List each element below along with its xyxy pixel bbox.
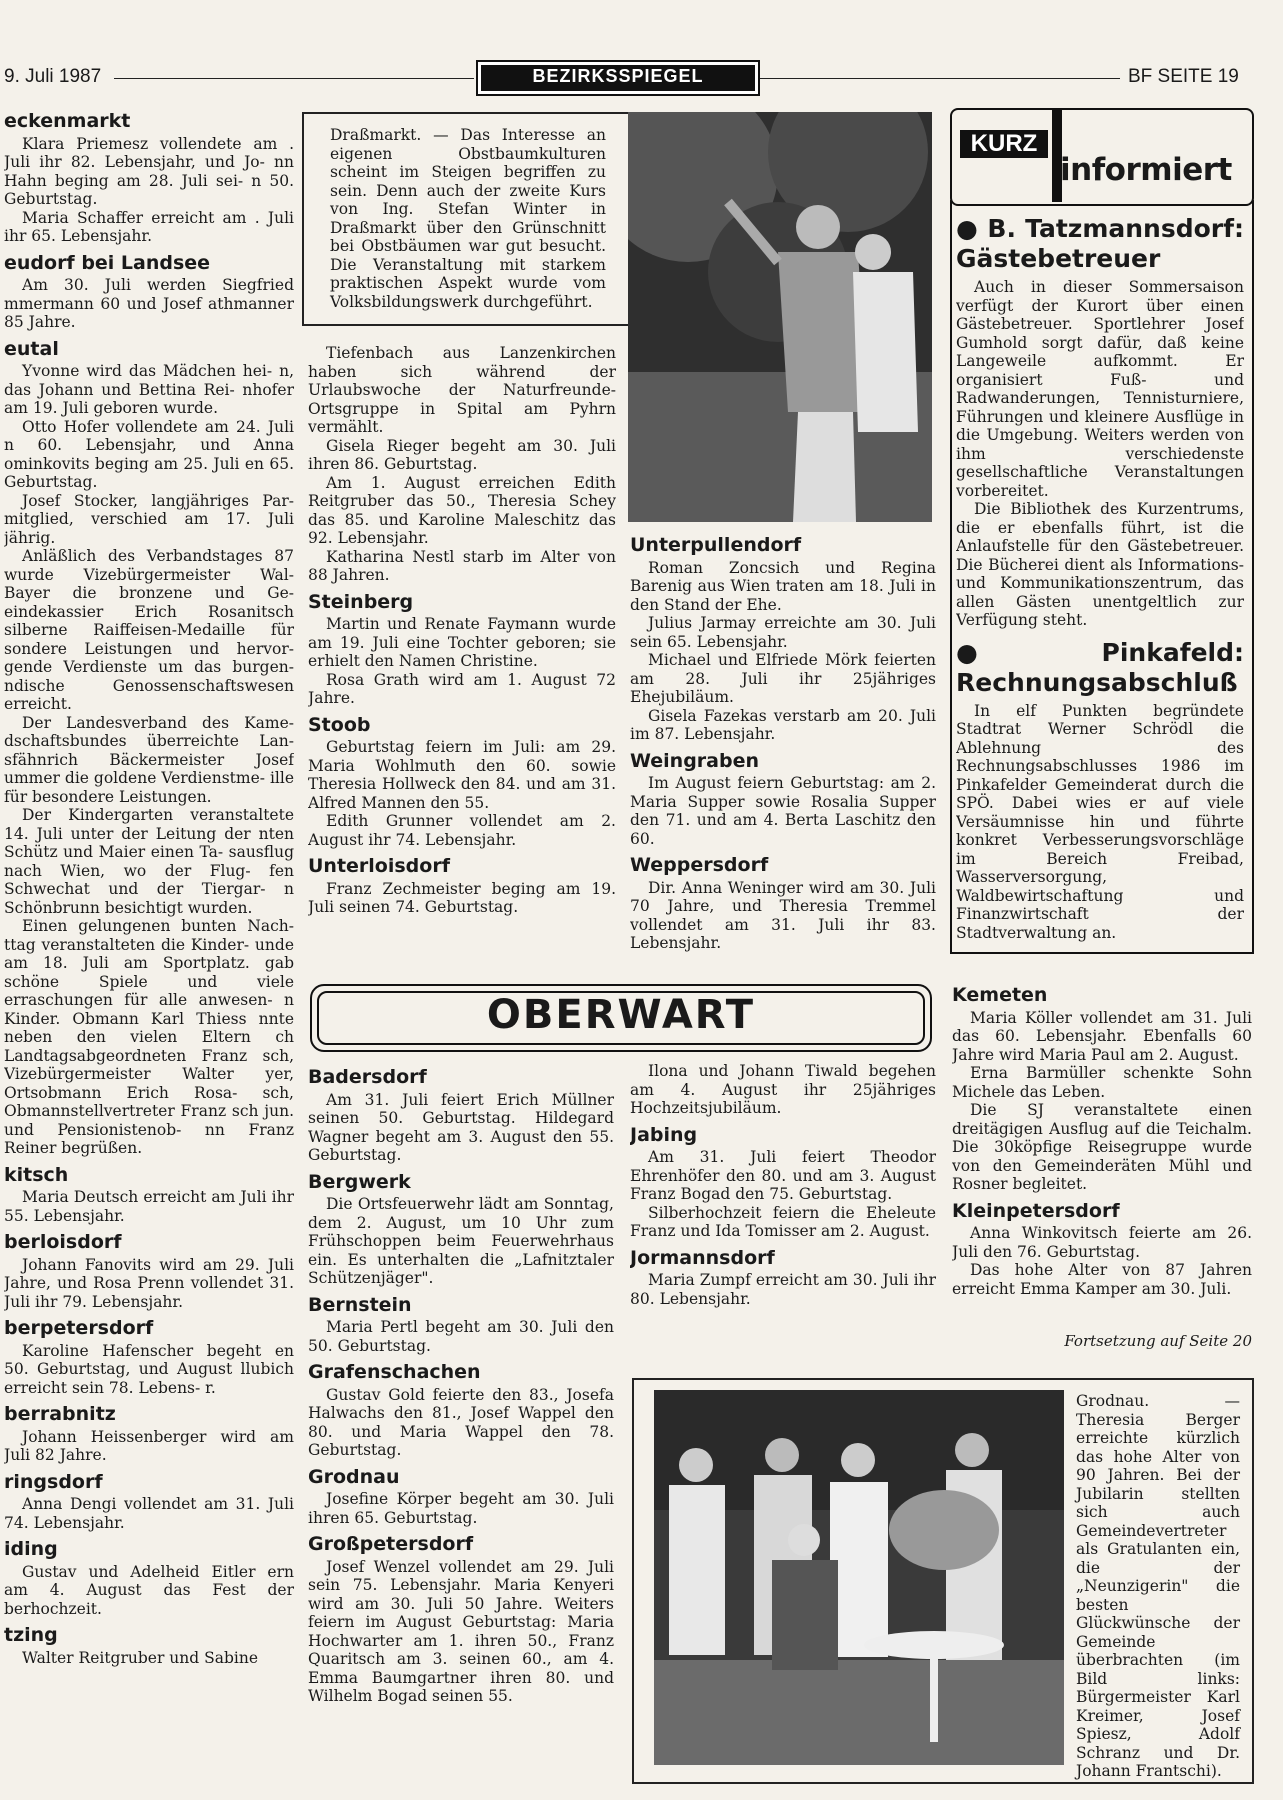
grodnau-caption: Grodnau. — Theresia Berger erreichte kürzlich das hohe Alter von 90 Jahren. Bei der Jubilarin stellten sich auch Gemeindevertreter als Gratulanten ein, die der „Neunzigerin" die besten Glückwünsche der Gemeinde überbrachten (im Bild links: Bürgermeister Karl Kreimer, Josef Spiesz, Adolf Schranz und Dr. Johann Frantschi).	[1076, 1392, 1240, 1780]
kurz-informiert-header	[950, 108, 1254, 206]
section-heading: eckenmarkt	[4, 110, 131, 132]
paragraph: Karoline Hafenscher begeht en 50. Geburtstag, und August llubich erreicht sein 78. Lebens- r.	[4, 1341, 294, 1397]
grodnau-photo	[654, 1390, 1064, 1765]
paragraph: Maria Deutsch erreicht am Juli ihr 55. Lebensjahr.	[4, 1188, 294, 1225]
header-date: 9. Juli 1987	[4, 66, 102, 87]
section-heading: Jabing	[630, 1123, 698, 1146]
paragraph: Martin und Renate Faymann wurde am 19. Juli eine Tochter geboren; sie erhielt den Namen Christine.	[308, 615, 616, 670]
section-heading: Kemeten	[952, 984, 1048, 1006]
oberwart-column-2	[630, 1062, 936, 1362]
paragraph: Anläßlich des Verbandstages 87 wurde Vizebürgermeister Wal- Bayer die bronzene und Ge- eindekassier Erich Rosanitsch silberne Raiffeisen-Medaille für sondere Leistungen und hervor- gende Verdienste um das burgen- ndische Genossenschaftswesen erreicht.	[4, 547, 294, 713]
paragraph: Tiefenbach aus Lanzenkirchen haben sich während der Urlaubswoche der Naturfreunde-Ortsgruppe in Spital am Pyhrn vermählt.	[308, 344, 616, 436]
section-heading: Grodnau	[308, 1465, 400, 1488]
paragraph: Josef Wenzel vollendet am 29. Juli sein 75. Lebensjahr. Maria Kenyeri wird am 30. Juli 50 Jahre. Weiters feiern im August Geburtstag: Maria Hochwarter am 1. ihren 50., Franz Quaritsch am 3. seinen 60., am 4. Emma Baumgartner ihren 80. und Wilhelm Bogad seinen 55.	[308, 1557, 614, 1705]
header-rule-right	[760, 78, 1120, 79]
header-rule-left	[114, 78, 474, 79]
section-heading: ringsdorf	[4, 1470, 103, 1493]
paragraph: Am 1. August erreichen Edith Reitgruber das 50., Theresia Schey das 85. und Karoline Maleschitz das 92. Lebensjahr.	[308, 473, 616, 547]
paragraph: Johann Heissenberger wird am Juli 82 Jahre.	[4, 1427, 294, 1464]
section-heading: berrabnitz	[4, 1403, 116, 1425]
paragraph: Yvonne wird das Mädchen hei- n, das Johann und Bettina Rei- nhofer am 19. Juli geboren wurde.	[4, 362, 294, 417]
paragraph: Johann Fanovits wird am 29. Juli Jahre, und Rosa Prenn vollendet 31. Juli ihr 79. Lebensjahr.	[4, 1255, 294, 1311]
paragraph: Maria Schaffer erreicht am . Juli ihr 65. Lebensjahr.	[4, 208, 294, 245]
paragraph: Walter Reitgruber und Sabine	[22, 1648, 259, 1667]
section-heading: Grafenschachen	[308, 1361, 481, 1383]
kurz-badge: KURZ	[960, 130, 1048, 158]
paragraph: Auch in dieser Sommersaison verfügt der Kurort über einen Gästebetreuer. Sportlehrer Josef Gumhold sorgt dafür, daß keine Langeweile aufkommt. Er organisiert Fuß- und Radwanderungen, Tennisturniere, Führungen und kleinere Ausflüge in die Umgebung. Weiters werden von ihm verschiedenste gesellschaftliche Veranstaltungen vorbereitet.	[956, 278, 1244, 500]
paragraph: Die Ortsfeuerwehr lädt am Sonntag, dem 2. August, um 10 Uhr zum Frühschoppen beim Feuerwehrhaus ein. Es unterhalten die „Lafnitztaler Schützenjäger".	[308, 1195, 614, 1287]
left-column	[4, 104, 294, 1794]
paragraph: Anna Winkovitsch feierte am 26. Juli den 76. Geburtstag.	[952, 1224, 1252, 1261]
section-heading: Unterloisdorf	[308, 855, 450, 877]
paragraph: Katharina Nestl starb im Alter von 88 Jahren.	[308, 547, 616, 584]
paragraph: Ilona und Johann Tiwald begehen am 4. August ihr 25jähriges Hochzeitsjubiläum.	[630, 1062, 936, 1117]
paragraph: Im August feiern Geburtstag: am 2. Maria Supper sowie Rosalia Supper den 71. und am 4. Berta Laschitz den 60.	[630, 774, 936, 848]
paragraph: Gisela Fazekas verstarb am 20. Juli im 87. Lebensjahr.	[630, 706, 936, 743]
section-heading: Kleinpetersdorf	[952, 1199, 1120, 1222]
paragraph: Am 30. Juli werden Siegfried mmermann 60 und Josef athmanner 85 Jahre.	[4, 276, 294, 331]
section-heading: ● Pinkafeld: Rechnungsabschluß	[956, 637, 1244, 697]
paragraph: Das hohe Alter von 87 Jahren erreicht Emma Kamper am 30. Juli.	[952, 1261, 1252, 1298]
section-heading: Jormannsdorf	[630, 1246, 775, 1269]
paragraph: Gustav und Adelheid Eitler ern am 4. August das Fest der berhochzeit.	[4, 1562, 294, 1618]
paragraph: Silberhochzeit feiern die Eheleute Franz und Ida Tomisser am 2. August.	[630, 1203, 936, 1240]
section-heading: Weingraben	[630, 749, 760, 772]
paragraph: Edith Grunner vollendet am 2. August ihr 74. Lebensjahr.	[308, 812, 616, 849]
section-heading: Bernstein	[308, 1293, 412, 1316]
section-heading: Steinberg	[308, 590, 414, 613]
paragraph: Erna Barmüller schenkte Sohn Michele das Leben.	[952, 1064, 1252, 1101]
section-heading: eutal	[4, 337, 59, 360]
header-page: BF SEITE 19	[1128, 66, 1239, 87]
right-middle-column	[630, 528, 936, 968]
section-heading: ● B. Tatzmannsdorf: Gästebetreuer	[956, 214, 1244, 273]
section-heading: iding	[4, 1538, 58, 1560]
paragraph: Maria Köller vollendet am 31. Juli das 60. Lebensjahr. Ebenfalls 60 Jahre wird Maria Paul am 2. August.	[952, 1008, 1252, 1064]
paragraph: Die Bibliothek des Kurzentrums, die er ebenfalls führt, ist die Anlaufstelle für den Gästebetreuer. Die Bücherei dient als Informations- und Kommunikationszentrum, das allen Gästen unentgeltlich zur Verfügung steht.	[956, 500, 1244, 629]
kurz-box-border	[950, 200, 1254, 954]
paragraph: Otto Hofer vollendete am 24. Juli n 60. Lebensjahr, und Anna ominkovits beging am 25. Juli en 65. Geburtstag.	[4, 417, 294, 491]
paragraph: Der Landesverband des Kame- dschaftsbundes überreichte Lan- sfähnrich Bäckermeister Josef ummer die goldene Verdienstme- ille für besondere Leistungen.	[4, 713, 294, 806]
paragraph: Der Kindergarten veranstaltete 14. Juli unter der Leitung der nten Schütz und Maier einen Ta- sausflug nach Wien, wo der Flug- fen Schwechat und der Tiergar- n Schönbrunn besichtigt wurden.	[4, 806, 294, 917]
paragraph: Die SJ veranstaltete einen dreitägigen Ausflug auf die Teichalm. Die 30köpfige Reisegruppe wurde von den Gemeinderäten Mühl und Rosner begleitet.	[952, 1101, 1252, 1193]
section-heading: Bergwerk	[308, 1170, 411, 1193]
paragraph: Gisela Rieger begeht am 30. Juli ihren 86. Geburtstag.	[308, 436, 616, 473]
paragraph: Josefine Körper begeht am 30. Juli ihren 65. Geburtstag.	[308, 1490, 614, 1527]
paragraph: Am 31. Juli feiert Erich Müllner seinen 50. Geburtstag. Hildegard Wagner begeht am 3. August den 55. Geburtstag.	[308, 1090, 614, 1164]
paragraph: Roman Zoncsich und Regina Barenig aus Wien traten am 18. Juli in den Stand der Ehe.	[630, 558, 936, 614]
paragraph: Michael und Elfriede Mörk feierten am 28. Juli ihr 25jähriges Ehejubiläum.	[630, 651, 936, 706]
section-heading: berpetersdorf	[4, 1317, 154, 1339]
paragraph: In elf Punkten begründete Stadtrat Werner Schrödl die Ablehnung des Rechnungsabschlusses 1986 im Pinkafelder Gemeinderat durch die SPÖ. Dabei wies er auf viele Versäumnisse hin und führte konkret Verbesserungsvorschläge im Bereich Freibad, Wasserversorgung, Waldbewirtschaftung und Finanzwirtschaft der Stadtverwaltung an.	[956, 701, 1244, 942]
oberwart-column-1	[308, 1060, 614, 1794]
section-heading: eudorf bei Landsee	[4, 251, 211, 274]
continued-note: Fortsetzung auf Seite 20	[1064, 1332, 1252, 1350]
paragraph: Josef Stocker, langjähriges Par- mitglied, verschied am 17. Juli jährig.	[4, 491, 294, 547]
orchard-photo	[628, 112, 932, 522]
paragraph: Rosa Grath wird am 1. August 72 Jahre.	[308, 670, 616, 707]
section-heading: Großpetersdorf	[308, 1533, 474, 1555]
section-heading: tzing	[4, 1624, 58, 1646]
paragraph: Am 31. Juli feiert Theodor Ehrenhöfer den 80. und am 3. August Franz Bogad den 75. Geburtstag.	[630, 1148, 936, 1203]
paragraph: Julius Jarmay erreichte am 30. Juli sein 65. Lebensjahr.	[630, 614, 936, 651]
paragraph: Gustav Gold feierte den 83., Josefa Halwachs den 81., Josef Wappel den 80. und Maria Wappel den 78. Geburtstag.	[308, 1385, 614, 1459]
middle-column	[308, 344, 616, 964]
section-heading: kitsch	[4, 1163, 69, 1186]
paragraph: Einen gelungenen bunten Nach- ttag veranstalteten die Kinder- unde am 18. Juli am Sportplatz. gab schöne Spiele und viele erraschungen für alle anwesen- n Kinder. Obmann Karl Thiess nnte neben den vielen Eltern ch Landtagsabgeordneten Franz sch, Vizebürgermeister Walter yer, Ortsobmann Erich Rosa- sch, Obmannstellvertreter Franz sch jun. und Pensionistenob- nn Franz Reiner begrüßen.	[4, 917, 294, 1157]
section-heading: Weppersdorf	[630, 854, 769, 876]
oberwart-title: OBERWART	[486, 992, 756, 1038]
header-section-label: BEZIRKSSPIEGEL	[481, 65, 755, 91]
paragraph: Klara Priemesz vollendete am . Juli ihr 82. Lebensjahr, und Jo- nn Hahn beging am 28. Juli sei- n 50. Geburtstag.	[4, 134, 294, 208]
paragraph: Maria Pertl begeht am 30. Juli den 50. Geburtstag.	[308, 1318, 614, 1355]
paragraph: Anna Dengi vollendet am 31. Juli 74. Lebensjahr.	[4, 1495, 294, 1532]
header-section	[476, 60, 760, 96]
section-heading: Badersdorf	[308, 1066, 427, 1088]
oberwart-banner	[310, 984, 932, 1052]
section-heading: berloisdorf	[4, 1231, 122, 1253]
kurz-title: informiert	[1060, 152, 1232, 188]
paragraph: Geburtstag feiern im Juli: am 29. Maria Wohlmuth den 60. sowie Theresia Hollweck den 84. und am 31. Alfred Mannen den 55.	[308, 738, 616, 812]
oberwart-column-3	[952, 978, 1252, 1318]
section-heading: Unterpullendorf	[630, 534, 802, 556]
drassmarkt-text: Draßmarkt. — Das Interesse an eigenen Obstbaumkulturen scheint im Steigen begriffen zu sein. Denn auch der zweite Kurs von Ing. Stefan Winter in Draßmarkt über den Grünschnitt bei Obstbäumen war gut besucht. Die Veranstaltung mit starkem praktischen Aspekt wurde vom Volksbildungswerk durchgeführt.	[330, 126, 606, 311]
paragraph: Franz Zechmeister beging am 19. Juli seinen 74. Geburtstag.	[308, 879, 616, 916]
paragraph: Maria Zumpf erreicht am 30. Juli ihr 80. Lebensjahr.	[630, 1271, 936, 1308]
section-heading: Stoob	[308, 713, 371, 736]
paragraph: Dir. Anna Weninger wird am 30. Juli 70 Jahre, und Theresia Tremmel vollendet am 31. Juli ihr 83. Lebensjahr.	[630, 878, 936, 952]
